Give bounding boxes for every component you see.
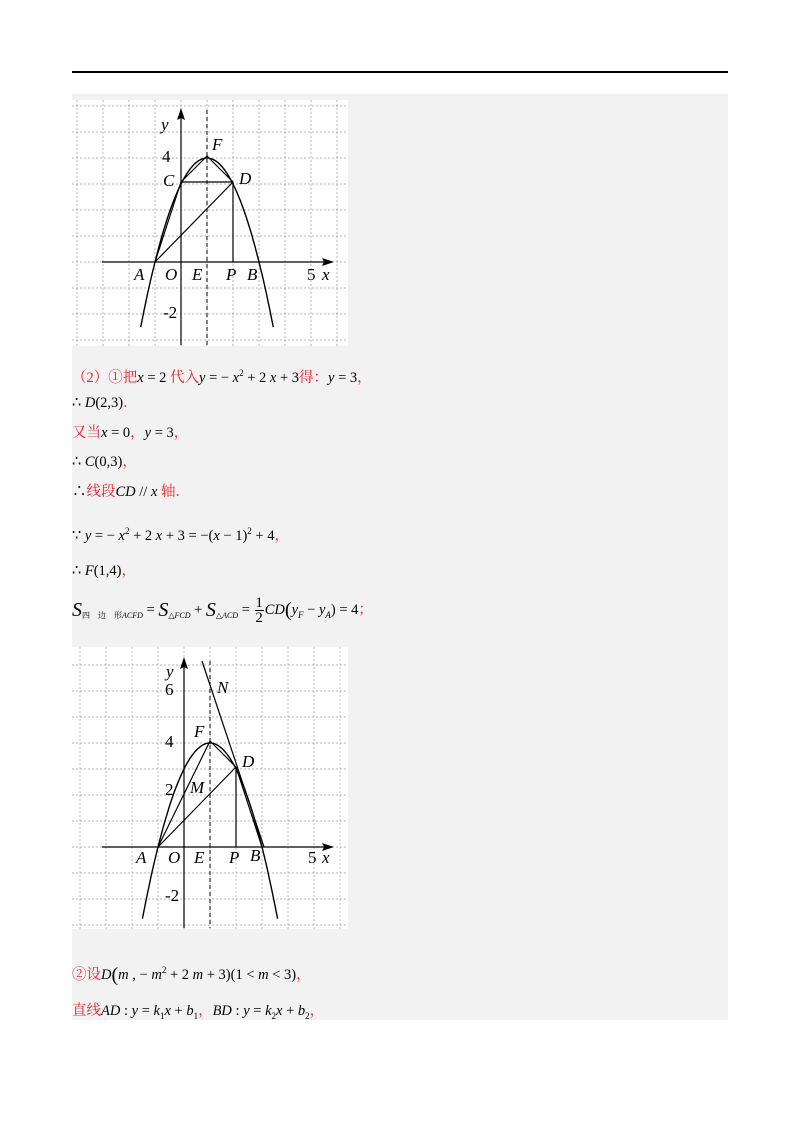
text-l5-f: 轴 xyxy=(157,484,176,500)
figure-1-label-four: 4 xyxy=(162,147,171,166)
figure-1-segment-CF xyxy=(181,156,207,182)
text-l2-d: ． xyxy=(123,395,138,411)
text-l8-l: ( xyxy=(284,599,292,621)
text-l3-g: ， xyxy=(173,425,189,441)
text-l1-l: 得： xyxy=(299,370,329,386)
text-l10-j: b xyxy=(186,1003,194,1019)
fraction-numerator: 1 xyxy=(255,595,263,612)
text-l10-s: x xyxy=(276,1003,283,1019)
figure-1-grid xyxy=(72,100,348,346)
line-3 xyxy=(72,423,188,443)
figure-2-label-y: y xyxy=(166,662,174,681)
text-l8-a: S xyxy=(72,599,82,621)
text-l4-d: ， xyxy=(122,454,137,470)
text-l7-a: ∴ xyxy=(72,563,85,579)
line-5 xyxy=(72,482,190,502)
text-l3-b: x xyxy=(101,425,108,441)
text-l9-a: ②设 xyxy=(72,967,101,983)
figure-2-label-six: 6 xyxy=(165,680,174,699)
figure-2-graph xyxy=(72,647,348,929)
text-l8-h: S xyxy=(205,599,216,621)
text-l6-c: = − xyxy=(91,528,119,544)
text-l7-d: ， xyxy=(121,563,137,579)
text-l10-t: + xyxy=(282,1003,298,1019)
text-l10-o: y xyxy=(243,1003,250,1019)
text-l3-d: ， xyxy=(130,425,145,441)
text-l8-i: △ACD xyxy=(215,611,239,620)
figure-2-label-F: F xyxy=(194,722,205,741)
text-l8-k: CD xyxy=(264,602,285,618)
figure-1-label-x: x xyxy=(322,265,330,284)
figure-2-label-x: x xyxy=(322,848,330,867)
header-rule xyxy=(72,71,728,73)
text-l10-r: 2 xyxy=(271,1011,276,1021)
figure-1-label-C: C xyxy=(163,171,175,190)
text-l3-f: = 3 xyxy=(151,425,174,441)
text-l9-m: ， xyxy=(296,967,311,983)
text-l8-d: = xyxy=(142,602,159,618)
text-l6-b: y xyxy=(84,528,92,544)
text-l8-o: − xyxy=(303,602,319,618)
line-2 xyxy=(72,393,138,413)
text-l9-i: m xyxy=(192,967,204,983)
figure-2-label-B: B xyxy=(250,846,261,865)
text-l9-g: 2 xyxy=(161,965,167,975)
text-l8-q: A xyxy=(325,610,331,620)
figure-1 xyxy=(72,100,348,346)
line-7 xyxy=(72,561,136,581)
figure-2-line-BN xyxy=(202,661,264,847)
text-l10-i: + xyxy=(170,1003,187,1019)
text-l7-b: F xyxy=(84,563,94,579)
text-l5-e: x xyxy=(150,484,158,500)
text-l3-e: y xyxy=(144,425,152,441)
text-l6-h: + 3 = −( xyxy=(162,528,214,544)
text-l10-f: k xyxy=(153,1003,160,1019)
text-l10-k: 1 xyxy=(193,1011,199,1021)
line-4 xyxy=(72,452,137,472)
figure-2-label-two: 2 xyxy=(165,780,174,799)
text-l8-s: ； xyxy=(358,602,373,618)
text-l1-e: y xyxy=(199,370,206,386)
text-l8-g: + xyxy=(190,602,206,618)
text-l8-b: 四 边 形 xyxy=(82,611,122,620)
text-l5-b: 线段 xyxy=(86,484,116,500)
figure-1-label-D: D xyxy=(239,169,252,188)
figure-1-label-five: 5 xyxy=(307,265,316,284)
text-l9-h: + 2 xyxy=(166,967,193,983)
text-l1-o: ， xyxy=(357,370,372,386)
text-l5-g: ． xyxy=(175,484,191,500)
text-l10-p: = xyxy=(249,1003,266,1019)
line-9 xyxy=(72,960,311,985)
figure-2-label-N: N xyxy=(217,678,229,697)
text-l9-j: + 3)(1 < xyxy=(203,967,259,983)
figure-2-label-O: O xyxy=(168,848,181,867)
figure-2-label-M: M xyxy=(190,778,205,797)
figure-2-segment-DB xyxy=(236,767,262,847)
text-l4-a: ∴ xyxy=(72,454,85,470)
text-l1-k: + 3 xyxy=(276,370,300,386)
text-l6-g: x xyxy=(155,528,163,544)
text-l1-a: （2）①把 xyxy=(72,370,138,386)
line-8 xyxy=(72,596,373,630)
text-l9-c: ( xyxy=(111,964,119,986)
text-l8-f: △FCD xyxy=(168,611,191,620)
figure-2-label-D: D xyxy=(242,752,255,771)
text-l5-a: ∴ xyxy=(72,484,87,500)
figure-1-label-B: B xyxy=(247,265,258,284)
text-l9-f: m xyxy=(151,967,162,983)
text-l1-g: x xyxy=(232,370,240,386)
text-l8-j: = xyxy=(238,602,254,618)
text-l8-p: y xyxy=(318,602,326,618)
text-l10-v: 2 xyxy=(305,1011,310,1021)
text-l2-c: (2,3) xyxy=(95,395,124,411)
text-l10-l: ， xyxy=(198,1003,213,1019)
text-l10-w: ， xyxy=(309,1003,325,1019)
text-l10-c: : xyxy=(120,1003,132,1019)
text-l9-d: m xyxy=(118,967,129,983)
text-l5-d: // xyxy=(135,484,151,500)
text-l6-l: + 4 xyxy=(251,528,275,544)
text-l6-m: ， xyxy=(274,528,289,544)
text-l6-a: ∵ xyxy=(72,528,85,544)
figure-2-label-A: A xyxy=(136,848,147,867)
figure-1-segment-AC xyxy=(155,182,181,262)
text-l10-h: x xyxy=(164,1003,171,1019)
text-l1-j: x xyxy=(269,370,277,386)
text-l1-b: x xyxy=(137,370,144,386)
line-1 xyxy=(72,363,372,388)
text-l9-e: , − xyxy=(128,967,152,983)
figure-2-label-neg2: -2 xyxy=(165,886,180,905)
figure-1-label-A: A xyxy=(134,265,145,284)
text-l8-c: ACFD xyxy=(122,611,143,620)
figure-2-label-E: E xyxy=(194,848,205,867)
text-l3-c: = 0 xyxy=(107,425,131,441)
text-l7-c: (1,4) xyxy=(93,563,122,579)
text-l9-k: m xyxy=(258,967,269,983)
figure-1-label-P: P xyxy=(226,265,237,284)
figure-2-label-four: 4 xyxy=(165,732,174,751)
text-l10-n: : xyxy=(231,1003,244,1019)
text-l4-c: (0,3) xyxy=(94,454,123,470)
figure-1-segment-FD xyxy=(207,156,233,182)
text-l1-m: y xyxy=(328,370,335,386)
line-10 xyxy=(72,1001,324,1026)
fraction-one-half xyxy=(255,596,264,625)
text-l8-n: F xyxy=(298,610,304,620)
figure-1-label-E: E xyxy=(192,265,203,284)
text-l10-d: y xyxy=(131,1003,139,1019)
text-l8-r: ) = 4 xyxy=(330,602,359,618)
text-l1-i: + 2 xyxy=(243,370,270,386)
text-l5-c: CD xyxy=(115,484,136,500)
text-l10-m: BD xyxy=(212,1003,232,1019)
text-l2-a: ∴ xyxy=(72,395,85,411)
text-l4-b: C xyxy=(84,454,95,470)
text-l1-f: = − xyxy=(205,370,233,386)
text-l10-g: 1 xyxy=(159,1011,165,1021)
text-l1-n: = 3 xyxy=(334,370,358,386)
figure-1-label-y: y xyxy=(161,115,169,134)
figure-1-label-neg2: -2 xyxy=(163,303,178,322)
figure-1-graph xyxy=(72,100,348,346)
figure-2-segment-FD xyxy=(210,741,236,767)
text-l10-a: 直线 xyxy=(72,1003,101,1019)
text-l2-b: D xyxy=(84,395,96,411)
text-l1-d: 代入 xyxy=(170,370,199,386)
figure-2-label-five: 5 xyxy=(308,848,317,867)
figure-1-label-F: F xyxy=(212,135,223,154)
text-l3-a: 又当 xyxy=(72,425,101,441)
text-l9-l: < 3) xyxy=(268,967,297,983)
figure-1-label-O: O xyxy=(165,265,178,284)
text-l8-e: S xyxy=(158,599,169,621)
text-l10-q: k xyxy=(265,1003,272,1019)
text-l6-i: x xyxy=(213,528,220,544)
text-l6-j: − 1) xyxy=(219,528,248,544)
text-l6-k: 2 xyxy=(247,526,252,536)
text-l8-m: y xyxy=(291,602,299,618)
text-l6-e: 2 xyxy=(124,526,130,536)
text-l6-f: + 2 xyxy=(129,528,156,544)
figure-2 xyxy=(72,647,348,929)
text-l10-b: AD xyxy=(101,1003,121,1019)
text-l10-e: = xyxy=(138,1003,154,1019)
figure-2-label-P: P xyxy=(229,848,240,867)
text-l1-h: 2 xyxy=(239,368,244,378)
text-l6-d: x xyxy=(118,528,125,544)
fraction-denominator: 2 xyxy=(255,610,263,627)
text-l9-b: D xyxy=(101,967,112,983)
text-l1-c: = 2 xyxy=(143,370,170,386)
text-l10-u: b xyxy=(297,1003,306,1019)
line-6 xyxy=(72,521,289,546)
